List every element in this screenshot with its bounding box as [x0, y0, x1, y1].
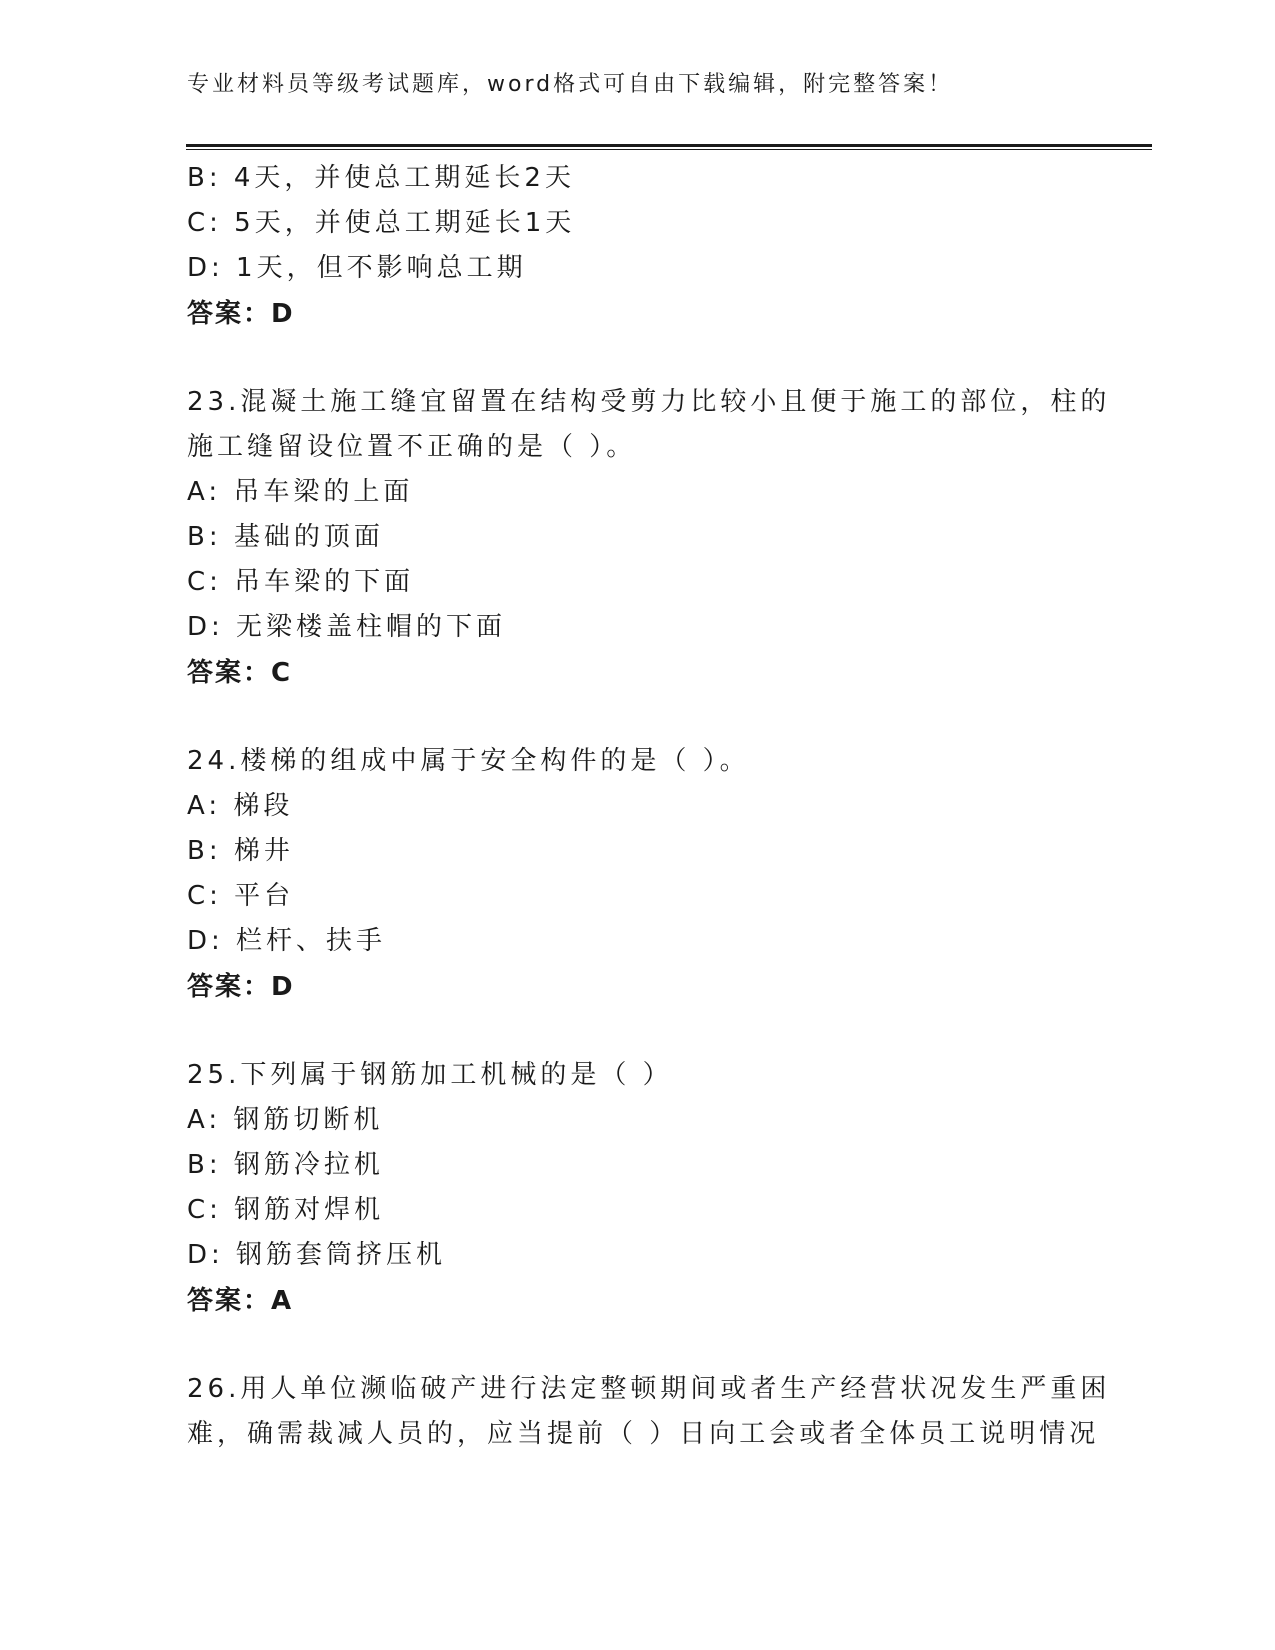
option-c: C: 钢筋对焊机 — [187, 1195, 385, 1225]
option-b: B: 基础的顶面 — [187, 522, 384, 552]
question-24 — [187, 739, 1087, 1010]
option-c: C: 平台 — [187, 881, 295, 911]
question-25 — [187, 1053, 1087, 1324]
option-a: A: 梯段 — [187, 791, 294, 821]
option-d: D: 无梁楼盖柱帽的下面 — [187, 612, 507, 642]
option-a: A: 钢筋切断机 — [187, 1105, 384, 1135]
option-b: B: 梯井 — [187, 836, 294, 866]
question-stem: 施工缝留设位置不正确的是（ ）。 — [187, 432, 637, 462]
option-d: D: 1天，但不影响总工期 — [187, 253, 527, 283]
question-list — [187, 156, 1111, 1457]
option-b: B: 钢筋冷拉机 — [187, 1150, 384, 1180]
spacer — [187, 1324, 1087, 1367]
option-b: B: 4天，并使总工期延长2天 — [187, 163, 575, 193]
header-divider — [186, 144, 1152, 150]
question-23 — [187, 380, 1111, 696]
question-stem: 26.用人单位濒临破产进行法定整顿期间或者生产经营状况发生严重困 — [187, 1374, 1111, 1404]
question-stem: 23.混凝土施工缝宜留置在结构受剪力比较小且便于施工的部位，柱的 — [187, 387, 1111, 417]
question-22-tail — [187, 156, 1087, 337]
option-c: C: 吊车梁的下面 — [187, 567, 415, 597]
question-stem: 25.下列属于钢筋加工机械的是（ ） — [187, 1060, 673, 1090]
spacer — [187, 696, 1087, 739]
question-stem: 24.楼梯的组成中属于安全构件的是（ ）。 — [187, 746, 750, 776]
answer: 答案：C — [187, 658, 293, 688]
question-26 — [187, 1367, 1111, 1457]
answer: 答案：D — [187, 972, 295, 1002]
page-header: 专业材料员等级考试题库，word格式可自由下载编辑，附完整答案！ — [187, 72, 954, 97]
spacer — [187, 337, 1087, 380]
spacer — [187, 1010, 1087, 1053]
answer: 答案：D — [187, 299, 295, 329]
option-c: C: 5天，并使总工期延长1天 — [187, 208, 576, 238]
option-d: D: 钢筋套筒挤压机 — [187, 1240, 447, 1270]
question-stem: 难，确需裁减人员的，应当提前（ ）日向工会或者全体员工说明情况 — [187, 1419, 1100, 1449]
option-d: D: 栏杆、扶手 — [187, 926, 387, 956]
answer: 答案：A — [187, 1286, 294, 1316]
option-a: A: 吊车梁的上面 — [187, 477, 414, 507]
